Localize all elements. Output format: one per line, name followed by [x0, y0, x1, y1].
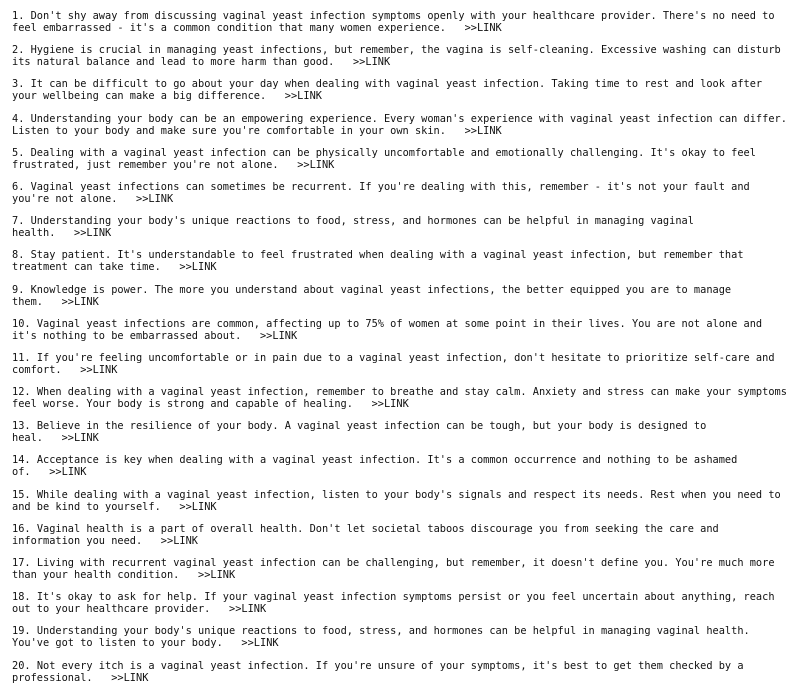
list-item [12, 181, 790, 205]
item-text: Understanding your body's unique reactions to food, stress, and hormones can be helpful in managing vaginal health. [12, 215, 694, 240]
item-number: 3. [12, 78, 25, 91]
link-3[interactable]: >>LINK [284, 90, 322, 103]
link-18[interactable]: >>LINK [229, 603, 267, 616]
list-item [12, 10, 790, 34]
item-number: 9. [12, 283, 25, 296]
link-13[interactable]: >>LINK [61, 432, 99, 445]
item-text: Understanding your body's unique reactions to food, stress, and hormones can be helpful in managing vaginal health. You've got to listen to your body. [12, 625, 750, 650]
item-number: 10. [12, 317, 31, 330]
item-number: 1. [12, 10, 25, 22]
link-8[interactable]: >>LINK [179, 261, 217, 274]
list-item [12, 660, 790, 684]
item-number: 11. [12, 351, 31, 364]
link-14[interactable]: >>LINK [49, 466, 87, 479]
item-number: 2. [12, 44, 25, 57]
link-10[interactable]: >>LINK [259, 329, 298, 342]
link-6[interactable]: >>LINK [136, 192, 174, 205]
list-item [12, 523, 790, 547]
item-text: Hygiene is crucial in managing yeast infections, but remember, the vagina is self-cleaning. Excessive washing can disturb its natural balance and lead to more harm than good. [12, 44, 781, 69]
list-item [12, 454, 790, 478]
item-number: 15. [12, 488, 31, 501]
link-20[interactable]: >>LINK [111, 671, 149, 684]
item-text: Vaginal yeast infections are common, affecting up to 75% of women at some point in their lives. You are not alone and it's nothing to be embarrassed about. [12, 317, 763, 342]
item-text: Vaginal yeast infections can sometimes be recurrent. If you're dealing with this, remember - it's not your fault and you're not alone. [12, 180, 750, 205]
tips-list [12, 10, 790, 684]
item-number: 17. [12, 557, 31, 569]
link-19[interactable]: >>LINK [241, 637, 279, 650]
item-text: Dealing with a vaginal yeast infection can be physically uncomfortable and emotionally challenging. It's okay to feel frustrated, just remember you're not alone. [12, 146, 756, 171]
list-item [12, 420, 790, 444]
list-item [12, 113, 790, 137]
list-item [12, 352, 790, 376]
item-number: 18. [12, 591, 31, 604]
link-11[interactable]: >>LINK [80, 363, 118, 376]
item-text: Acceptance is key when dealing with a vaginal yeast infection. It's a common occurrence and nothing to be ashamed of. [12, 454, 738, 479]
item-text: Stay patient. It's understandable to feel frustrated when dealing with a vaginal yeast infection, but remember that treatment can take time. [12, 249, 744, 274]
item-text: Don't shy away from discussing vaginal yeast infection symptoms openly with your healthcare provider. There's no need to feel embarrassed - it's a common condition that many women experience. [12, 10, 775, 34]
link-2[interactable]: >>LINK [352, 56, 391, 69]
item-text: Believe in the resilience of your body. A vaginal yeast infection can be tough, but your body is designed to heal. [12, 420, 707, 445]
item-number: 19. [12, 625, 31, 638]
item-number: 14. [12, 454, 31, 467]
list-item [12, 386, 790, 410]
item-text: It can be difficult to go about your day when dealing with vaginal yeast infection. Taking time to rest and look after your wellbeing can make a big difference. [12, 78, 763, 103]
item-number: 12. [12, 386, 31, 399]
list-item [12, 557, 790, 581]
item-number: 20. [12, 659, 31, 672]
link-17[interactable]: >>LINK [198, 569, 236, 581]
item-number: 16. [12, 522, 31, 535]
list-item [12, 215, 790, 239]
list-item [12, 147, 790, 171]
item-text: Living with recurrent vaginal yeast infection can be challenging, but remember, it doesn't define you. You're much more than your health condition. [12, 557, 775, 581]
item-number: 4. [12, 112, 25, 125]
item-text: Knowledge is power. The more you understand about vaginal yeast infections, the better equipped you are to manage them. [12, 283, 732, 308]
link-12[interactable]: >>LINK [371, 398, 409, 411]
link-15[interactable]: >>LINK [179, 500, 217, 513]
item-text: Understanding your body can be an empowering experience. Every woman's experience with vaginal yeast infection can differ. Listen to your body and make sure you're comfortable in your own skin. [12, 112, 787, 137]
list-item [12, 591, 790, 615]
link-16[interactable]: >>LINK [160, 534, 198, 547]
item-text: It's okay to ask for help. If your vaginal yeast infection symptoms persist or you feel uncertain about anything, reach out to your healthcare provider. [12, 591, 775, 616]
item-text: When dealing with a vaginal yeast infection, remember to breathe and stay calm. Anxiety and stress can make your symptoms feel worse. Your body is strong and capable of healing. [12, 386, 787, 411]
list-item [12, 625, 790, 649]
link-4[interactable]: >>LINK [464, 124, 502, 137]
item-number: 5. [12, 146, 25, 159]
item-text: Not every itch is a vaginal yeast infection. If you're unsure of your symptoms, it's best to get them checked by a professional. [12, 659, 744, 684]
item-text: Vaginal health is a part of overall health. Don't let societal taboos discourage you from seeking the care and information you need. [12, 522, 719, 547]
list-item [12, 489, 790, 513]
item-number: 6. [12, 180, 25, 193]
link-9[interactable]: >>LINK [61, 295, 99, 308]
link-5[interactable]: >>LINK [297, 158, 335, 171]
item-number: 13. [12, 420, 31, 433]
link-1[interactable]: >>LINK [464, 22, 502, 34]
list-item [12, 44, 790, 68]
list-item [12, 78, 790, 102]
item-text: If you're feeling uncomfortable or in pain due to a vaginal yeast infection, don't hesitate to prioritize self-care and comfort. [12, 351, 775, 376]
item-number: 7. [12, 215, 25, 228]
list-item [12, 318, 790, 342]
item-text: While dealing with a vaginal yeast infection, listen to your body's signals and respect its needs. Rest when you need to and be kind to yourself. [12, 488, 781, 513]
item-number: 8. [12, 249, 25, 262]
list-item [12, 284, 790, 308]
link-7[interactable]: >>LINK [74, 227, 112, 240]
list-item [12, 249, 790, 273]
